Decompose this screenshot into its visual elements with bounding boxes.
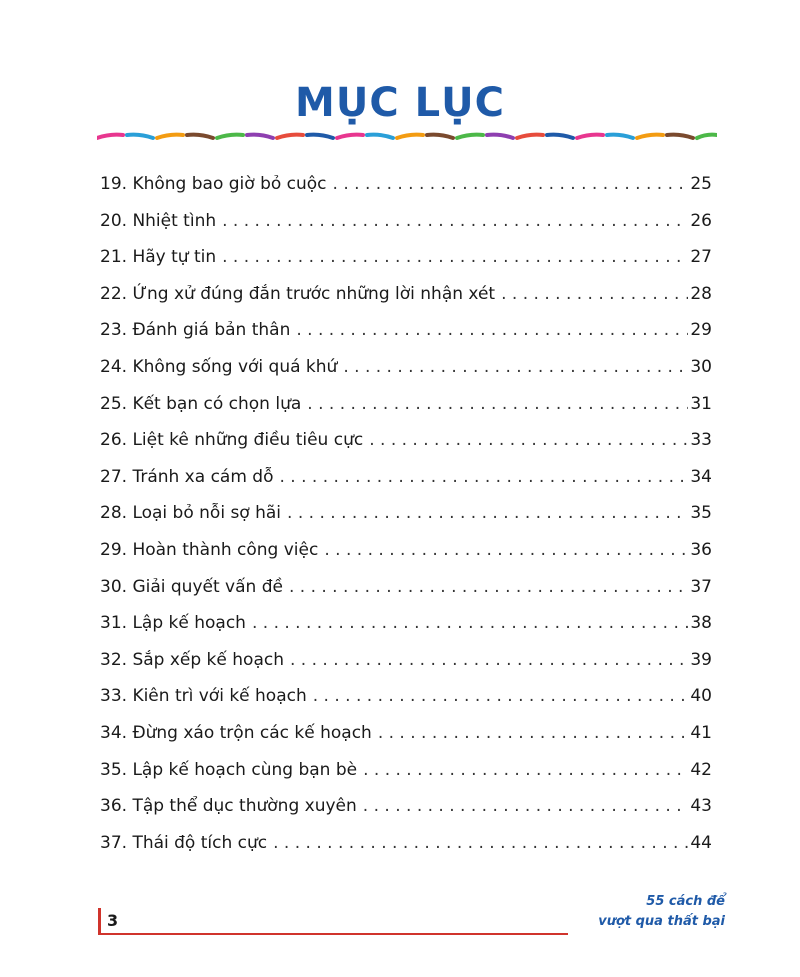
stripe-segment bbox=[127, 135, 153, 138]
toc-entry[interactable] bbox=[100, 605, 712, 642]
toc-entry-title: 22. Ứng xử đúng đắn trước những lời nhận xét bbox=[100, 283, 496, 304]
toc-leader-dots bbox=[222, 239, 688, 276]
toc-leader-dots bbox=[363, 752, 688, 789]
stripe-segment bbox=[517, 135, 543, 138]
toc-entry-page: 38 bbox=[690, 613, 712, 634]
decorative-color-stripe bbox=[97, 130, 717, 144]
toc-leader-dots bbox=[290, 642, 688, 679]
toc-entry-title: 37. Thái độ tích cực bbox=[100, 832, 268, 853]
toc-entry[interactable] bbox=[100, 752, 712, 789]
toc-leader-dots bbox=[280, 459, 689, 496]
toc-leader-dots bbox=[222, 203, 688, 240]
toc-entry[interactable] bbox=[100, 312, 712, 349]
stripe-segment bbox=[337, 135, 363, 138]
toc-entry[interactable] bbox=[100, 349, 712, 386]
toc-leader-dots bbox=[343, 349, 688, 386]
book-title-line-2: vượt qua thất bại bbox=[598, 914, 725, 929]
stripe-segment bbox=[367, 135, 393, 138]
toc-entry-title: 32. Sắp xếp kế hoạch bbox=[100, 649, 284, 670]
toc-entry-page: 43 bbox=[690, 796, 712, 817]
stripe-segment bbox=[697, 135, 717, 138]
toc-entry-page: 37 bbox=[690, 576, 712, 597]
stripe-segment bbox=[457, 135, 483, 138]
toc-entry-page: 31 bbox=[690, 393, 712, 414]
toc-leader-dots bbox=[313, 678, 689, 715]
stripe-segment bbox=[637, 135, 663, 138]
toc-entry-page: 36 bbox=[690, 539, 712, 560]
toc-leader-dots bbox=[363, 788, 689, 825]
toc-entry-title: 20. Nhiệt tình bbox=[100, 210, 217, 231]
toc-entry[interactable] bbox=[100, 825, 712, 862]
toc-entry-title: 27. Tránh xa cám dỗ bbox=[100, 466, 274, 487]
toc-entry-page: 40 bbox=[690, 686, 712, 707]
stripe-segment bbox=[307, 135, 333, 138]
toc-entry[interactable] bbox=[100, 422, 712, 459]
stripe-segment bbox=[607, 135, 633, 138]
page-number: 3 bbox=[98, 908, 118, 934]
toc-entry[interactable] bbox=[100, 386, 712, 423]
footer-rule bbox=[98, 933, 568, 935]
toc-entry-title: 26. Liệt kê những điều tiêu cực bbox=[100, 430, 364, 451]
toc-entry-title: 30. Giải quyết vấn đề bbox=[100, 576, 283, 597]
toc-entry[interactable] bbox=[100, 569, 712, 606]
toc-entry-title: 23. Đánh giá bản thân bbox=[100, 320, 291, 341]
toc-leader-dots bbox=[296, 312, 688, 349]
toc-leader-dots bbox=[378, 715, 689, 752]
toc-entry-page: 28 bbox=[690, 283, 712, 304]
toc-entry[interactable] bbox=[100, 678, 712, 715]
toc-entry-title: 21. Hãy tự tin bbox=[100, 247, 217, 268]
toc-entry-title: 34. Đừng xáo trộn các kế hoạch bbox=[100, 722, 372, 743]
toc-leader-dots bbox=[501, 276, 688, 313]
book-title-footer bbox=[575, 892, 725, 932]
stripe-segment bbox=[667, 135, 693, 138]
stripe-segment bbox=[157, 135, 183, 138]
toc-leader-dots bbox=[307, 386, 688, 423]
stripe-segment bbox=[487, 135, 513, 138]
toc-entry[interactable] bbox=[100, 715, 712, 752]
toc-entry-title: 36. Tập thể dục thường xuyên bbox=[100, 796, 357, 817]
toc-entry[interactable] bbox=[100, 203, 712, 240]
toc-entry[interactable] bbox=[100, 788, 712, 825]
toc-entry-page: 27 bbox=[690, 247, 712, 268]
stripe-segment bbox=[397, 135, 423, 138]
stripe-segment bbox=[577, 135, 603, 138]
toc-entry-page: 29 bbox=[690, 320, 712, 341]
stripe-segment bbox=[187, 135, 213, 138]
toc-entry[interactable] bbox=[100, 532, 712, 569]
toc-leader-dots bbox=[333, 166, 689, 203]
stripe-segment bbox=[247, 135, 273, 138]
toc-entry-page: 39 bbox=[690, 649, 712, 670]
toc-entry-title: 28. Loại bỏ nỗi sợ hãi bbox=[100, 503, 282, 524]
toc-entry[interactable] bbox=[100, 495, 712, 532]
table-of-contents bbox=[100, 166, 712, 861]
toc-entry-page: 30 bbox=[690, 356, 712, 377]
toc-entry[interactable] bbox=[100, 276, 712, 313]
toc-entry-title: 35. Lập kế hoạch cùng bạn bè bbox=[100, 759, 358, 780]
stripe-segment bbox=[547, 135, 573, 138]
toc-entry-title: 33. Kiên trì với kế hoạch bbox=[100, 686, 307, 707]
toc-entry-page: 35 bbox=[690, 503, 712, 524]
toc-entry-page: 34 bbox=[690, 466, 712, 487]
toc-entry-title: 31. Lập kế hoạch bbox=[100, 613, 246, 634]
toc-leader-dots bbox=[273, 825, 688, 862]
toc-entry-title: 19. Không bao giờ bỏ cuộc bbox=[100, 174, 327, 194]
toc-entry-page: 33 bbox=[690, 430, 712, 451]
stripe-segment bbox=[427, 135, 453, 138]
toc-leader-dots bbox=[369, 422, 688, 459]
toc-entry-title: 24. Không sống với quá khứ bbox=[100, 356, 338, 377]
toc-entry-page: 41 bbox=[690, 722, 712, 743]
toc-entry[interactable] bbox=[100, 166, 712, 203]
stripe-segment bbox=[97, 135, 123, 138]
toc-entry-page: 42 bbox=[690, 759, 712, 780]
toc-leader-dots bbox=[287, 495, 688, 532]
toc-entry-page: 25 bbox=[690, 174, 712, 194]
toc-leader-dots bbox=[252, 605, 688, 642]
stripe-segment bbox=[277, 135, 303, 138]
stripe-segment bbox=[217, 135, 243, 138]
toc-entry-title: 25. Kết bạn có chọn lựa bbox=[100, 393, 302, 414]
toc-leader-dots bbox=[289, 569, 688, 606]
toc-entry-page: 44 bbox=[690, 832, 712, 853]
toc-entry[interactable] bbox=[100, 642, 712, 679]
toc-entry[interactable] bbox=[100, 239, 712, 276]
toc-entry[interactable] bbox=[100, 459, 712, 496]
page-title: MỤC LỤC bbox=[295, 80, 505, 126]
toc-entry-title: 29. Hoàn thành công việc bbox=[100, 539, 319, 560]
book-title-line-1: 55 cách để bbox=[646, 894, 725, 909]
toc-leader-dots bbox=[324, 532, 688, 569]
toc-entry-page: 26 bbox=[690, 210, 712, 231]
